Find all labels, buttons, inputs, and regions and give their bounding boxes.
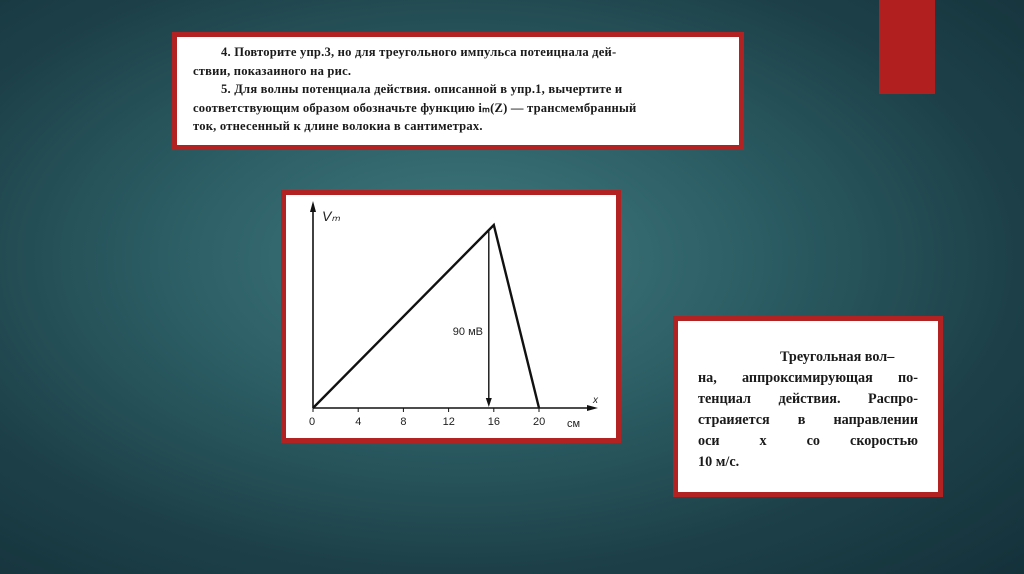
amplitude-label: 90 мВ [452,325,484,338]
caption-line-6: 10 м/с. [698,454,740,470]
caption-line-3: тенциал действия. Распро- [698,391,918,407]
caption-line-5: оси x со скоростью [698,433,918,449]
caption-line-1: Треугольная вол– [780,349,895,365]
task-line-5: ток, отнесенный к длине волокиа в сантиметрах. [193,119,483,133]
y-axis-arrow [310,201,316,212]
x-tick-label: 4 [355,416,362,428]
task-line-2: ствии, показаиного на рис. [193,63,352,78]
caption-line-2: на, аппроксимирующая по- [698,370,918,386]
x-tick-label: 20 [533,416,546,428]
caption-line-4: страияется в направлении [698,412,918,428]
exercise-text-box [172,32,744,150]
x-axis-label: x [593,395,598,406]
task-line-1: 4. Повторите упр.3, но для треугольного импульса потеицнала дей- [221,45,617,59]
x-unit-label: см [567,418,581,430]
waveform-figure-box [281,190,621,443]
amplitude-arrow-head [486,398,492,407]
task-line-3: 5. Для волны потенциала действия. описанной в упр.1, вычертите и [221,82,623,96]
x-tick-label: 0 [309,416,316,428]
task-line-4: соответствующим образом обозначьте функцию iₘ(Z) — трансмембранный [193,100,637,115]
x-tick-label: 16 [487,416,501,428]
triangle-wave [313,225,539,408]
x-tick-labels [309,408,545,428]
y-axis-label: Vₘ [322,208,341,224]
accent-tab [879,0,935,94]
x-tick-label: 8 [400,416,407,428]
waveform-chart [286,195,616,438]
caption-box [673,316,943,497]
x-tick-label: 12 [442,416,455,428]
